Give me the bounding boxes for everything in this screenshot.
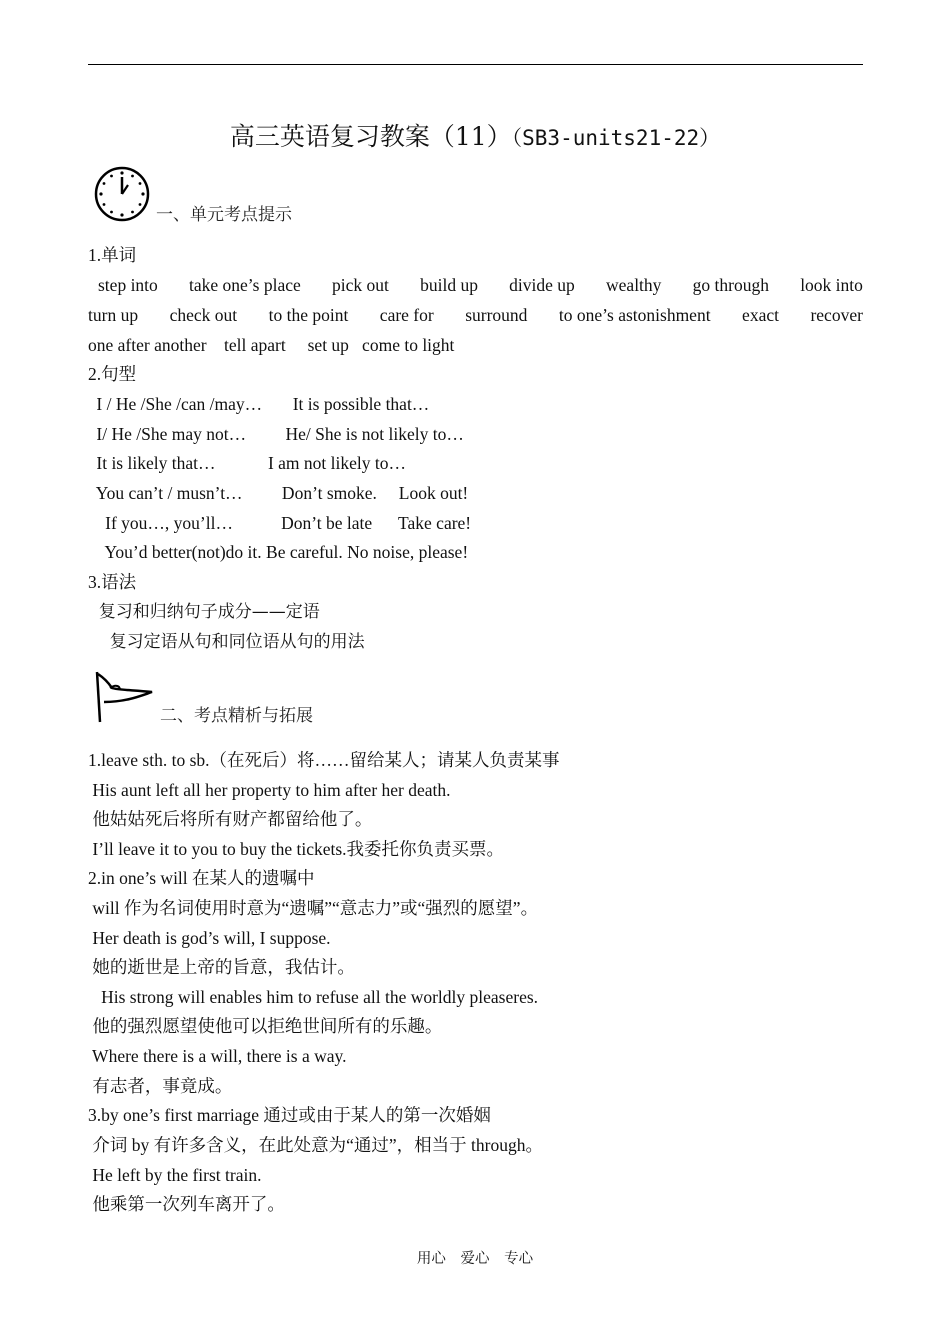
page-title [0,118,950,157]
grammar-heading: 3.语法 [88,572,137,592]
vocab-item: pick out [332,275,389,295]
clock-icon [93,165,153,225]
vocab-item: exact [742,305,779,325]
body-line: 有志者，事竟成。 [88,1076,233,1096]
flag-icon [90,668,160,726]
body-line: 2.in one’s will 在某人的遗嘱中 [88,868,315,888]
vocab-item: recover [810,305,863,325]
body-line: 他姑姑死后将所有财产都留给他了。 [88,809,373,829]
section2-heading: 二、考点精析与拓展 [160,706,313,726]
vocab-item: step into [98,275,158,295]
pattern-line: You can’t / musn’t… Don’t smoke. Look out! [92,483,469,503]
vocab-item: check out [169,305,238,325]
pattern-line: I / He /She /can /may… It is possible that… [92,394,430,414]
section1-heading: 一、单元考点提示 [156,205,292,225]
vocab-row-2 [88,304,863,326]
vocab-item: to the point [268,305,349,325]
vocab-item: to one’s astonishment [558,305,711,325]
vocab-item: go through [692,275,769,295]
body-line: His strong will enables him to refuse all the worldly pleaseres. [88,987,539,1007]
vocab-row-3: one after another tell apart set up come to light [88,335,455,355]
body-line: His aunt left all her property to him after her death. [88,780,451,800]
vocab-item: build up [420,275,478,295]
page-footer: 用心 爱心 专心 [416,1251,534,1267]
body-line: Where there is a will, there is a way. [88,1046,347,1066]
body-line: 1.leave sth. to sb.（在死后）将……留给某人；请某人负责某事 [88,750,560,770]
grammar-line: 复习和归纳句子成分——定语 [88,602,320,622]
title-sub: （SB3-units21-22） [511,126,721,150]
body-line: will 作为名词使用时意为“遗嘱”“意志力”或“强烈的愿望”。 [88,898,539,918]
body-line: He left by the first train. [88,1165,262,1185]
vocab-item: take one’s place [189,275,301,295]
words-heading: 1.单词 [88,245,137,265]
vocab-item: turn up [88,305,139,325]
grammar-line: 复习定语从句和同位语从句的用法 [88,632,365,652]
pattern-line: I/ He /She may not… He/ She is not likely to… [92,424,464,444]
pattern-line: If you…, you’ll… Don’t be late Take care! [92,513,472,533]
header-rule [88,64,863,65]
title-main: 高三英语复习教案（11） [229,122,512,151]
pattern-line: It is likely that… I am not likely to… [92,453,406,473]
vocab-item: wealthy [606,275,662,295]
patterns-heading: 2.句型 [88,364,137,384]
body-line: 他的强烈愿望使他可以拒绝世间所有的乐趣。 [88,1016,443,1036]
body-line: I’ll leave it to you to buy the tickets.我委托你负责买票。 [88,839,505,859]
body-line: 他乘第一次列车离开了。 [88,1194,285,1214]
body-line: 介词 by 有许多含义，在此处意为“通过”，相当于 through。 [88,1135,543,1155]
vocab-item: care for [379,305,434,325]
vocab-item: look into [800,275,863,295]
body-line: Her death is god’s will, I suppose. [88,928,331,948]
body-line: 3.by one’s first marriage 通过或由于某人的第一次婚姻 [88,1105,491,1125]
pattern-line: You’d better(not)do it. Be careful. No noise, please! [92,542,469,562]
vocab-item: surround [465,305,528,325]
vocab-row-1 [88,274,863,296]
vocab-item: divide up [509,275,575,295]
body-line: 她的逝世是上帝的旨意，我估计。 [88,957,355,977]
